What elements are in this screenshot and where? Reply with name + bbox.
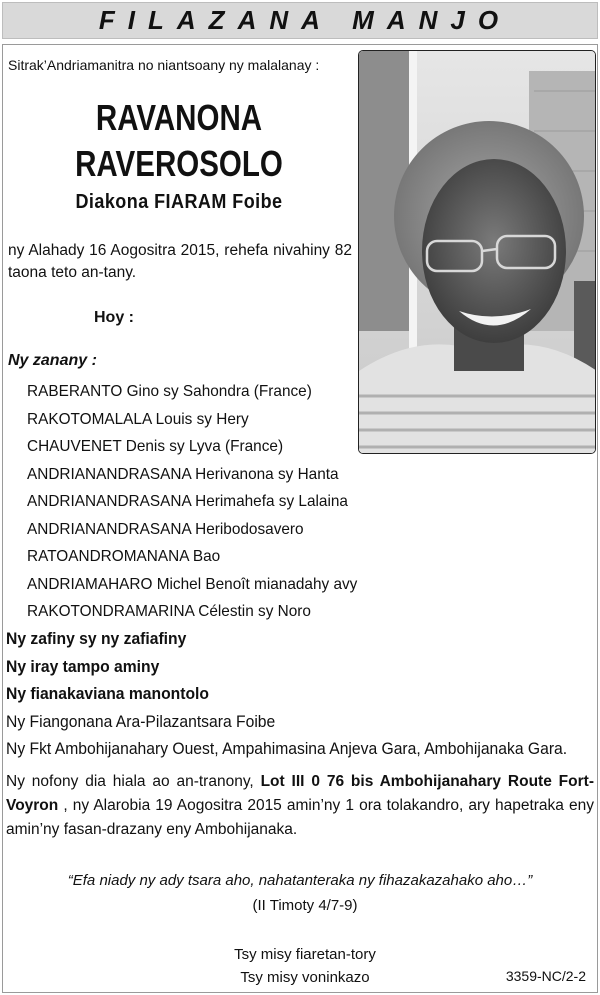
child-row: CHAUVENET Denis sy Lyva (France) — [27, 438, 284, 455]
child-row: RABERANTO Gino sy Sahondra (France) — [27, 383, 312, 400]
church-line: Ny Fiangonana Ara-Pilazantsara Foibe — [6, 712, 276, 731]
deceased-name-line1: RAVANONA — [95, 97, 263, 138]
closing-line1: Tsy misy fiaretan-tory — [234, 946, 376, 963]
hoy-label: Hoy : — [94, 309, 134, 326]
child-row: ANDRIANANDRASANA Heribodosavero — [27, 520, 304, 538]
intro-text: Sitrak’Andriamanitra no niantsoany ny malalanay : — [8, 57, 320, 73]
closing-line2: Tsy misy voninkazo — [240, 969, 370, 986]
child-row: ANDRIAMAHARO Michel Benoît mianadahy avy — [27, 575, 358, 593]
child-row: ANDRIANANDRASANA Herivanona sy Hanta — [27, 465, 339, 483]
grandchildren-line: Ny zafiny sy ny zafiafiny — [6, 630, 187, 648]
portrait-image — [359, 51, 596, 454]
child-row: RATOANDROMANANA Bao — [27, 548, 221, 565]
siblings-line: Ny iray tampo aminy — [6, 657, 160, 676]
portrait-photo — [358, 50, 596, 454]
burial-part1: Ny nofony dia hiala ao an-tranony, — [6, 773, 261, 790]
burial-notice — [6, 770, 594, 842]
fkt-line: Ny Fkt Ambohijanahary Ouest, Ampahimasina Anjeva Gara, Ambohijanaka Gara. — [6, 740, 568, 758]
children-list — [27, 378, 371, 626]
whole-family-line: Ny fianakaviana manontolo — [6, 685, 209, 703]
ad-code: 3359-NC/2-2 — [505, 968, 586, 984]
child-row: ANDRIANANDRASANA Herimahefa sy Lalaina — [27, 493, 348, 510]
family-list — [6, 626, 597, 764]
deceased-name-line2: RAVEROSOLO — [75, 143, 283, 184]
header-banner — [2, 2, 598, 39]
child-row: RAKOTOMALALA Louis sy Hery — [27, 410, 249, 428]
bible-reference: (II Timoty 4/7-9) — [252, 897, 358, 914]
bible-quote: “Efa niady ny ady tsara aho, nahatanteraka ny fihazakazahako aho…” — [67, 872, 533, 889]
children-heading: Ny zanany : — [8, 352, 97, 369]
header-title: FILAZANA MANJO — [98, 5, 512, 35]
deceased-title: Diakona FIARAM Foibe — [75, 191, 283, 213]
death-notice: ny Alahady 16 Aogositra 2015, rehefa nivahiny 82 taona teto an-tany. — [8, 242, 352, 281]
deceased-name-block — [0, 95, 358, 214]
child-row: RAKOTONDRAMARINA Célestin sy Noro — [27, 603, 311, 620]
burial-address: Lot III 0 76 bis Ambohijanahary Route Fort-Voyron — [6, 773, 594, 814]
burial-part2: , ny Alarobia 19 Aogositra 2015 amin’ny 1 ora tolakandro, ary hapetraka eny amin’ny fasan-drazany eny Ambohijanaka. — [6, 797, 594, 838]
